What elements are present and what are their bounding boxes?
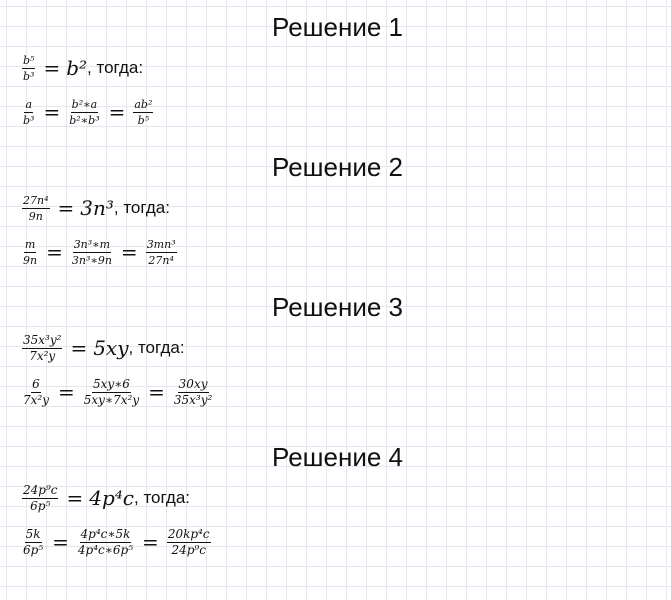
fraction-denominator: 7x²y: [29, 348, 56, 363]
fraction-denominator: b²∗b³: [69, 113, 100, 127]
equals-sign: =: [120, 240, 138, 264]
fraction-numerator: 3n³∗m: [73, 237, 111, 251]
fraction-numerator: b²∗a: [71, 97, 98, 111]
equals-sign: =: [70, 336, 88, 360]
fraction-denominator: 9n: [23, 253, 38, 267]
fraction-denominator: 3n³∗9n: [71, 253, 112, 267]
equals-sign: =: [142, 530, 159, 554]
fraction-numerator: 4p⁴c∗5k: [80, 526, 131, 541]
fraction-denominator: 6p⁵: [30, 498, 51, 513]
fraction-numerator: 30xy: [178, 376, 208, 391]
result-expression: 3n³: [80, 196, 114, 220]
equals-sign: =: [148, 380, 165, 404]
fraction: [83, 378, 140, 407]
fraction-numerator: a: [25, 97, 32, 111]
fraction: [22, 54, 35, 83]
fraction-denominator: 5xy∗7x²y: [83, 392, 140, 407]
fraction-denominator: b³: [23, 69, 35, 83]
solution-heading: Решение 2: [272, 152, 404, 182]
fraction-denominator: b³: [23, 113, 35, 127]
solution-1: [0, 0, 671, 140]
solution-3: [0, 280, 671, 420]
equals-sign: =: [58, 380, 75, 404]
fraction: [22, 484, 58, 513]
fraction: [68, 98, 100, 127]
equation-line-2: [20, 372, 215, 412]
fraction: [167, 528, 211, 557]
equals-sign: =: [43, 56, 61, 80]
solution-heading: Решение 1: [272, 12, 404, 42]
fraction-denominator: 27n⁴: [148, 253, 174, 267]
fraction: [22, 334, 62, 363]
equals-sign: =: [66, 486, 84, 510]
tail-text: , тогда:: [113, 198, 170, 217]
fraction-numerator: 24p⁹c: [23, 482, 58, 497]
fraction-numerator: 3mn³: [146, 237, 176, 251]
equation-line-1: [20, 48, 143, 88]
fraction-denominator: 24p⁹c: [171, 542, 206, 557]
solution-heading: Решение 3: [272, 292, 404, 322]
fraction: [22, 98, 35, 127]
fraction-denominator: 35x³y²: [173, 392, 213, 407]
fraction-numerator: m: [24, 237, 36, 251]
equation-line-1: [20, 478, 190, 518]
fraction-denominator: 4p⁴c∗6p⁵: [77, 542, 134, 557]
fraction-numerator: 6: [32, 376, 40, 391]
solution-4: [0, 430, 671, 570]
fraction-numerator: 5k: [25, 526, 41, 541]
fraction: [22, 528, 44, 557]
fraction-numerator: ab²: [134, 97, 153, 111]
equation-line-1: [20, 188, 170, 228]
fraction-denominator: b⁵: [137, 113, 150, 127]
fraction-numerator: b⁵: [23, 53, 35, 67]
equals-sign: =: [43, 100, 61, 124]
fraction: [173, 378, 213, 407]
result-expression: 4p⁴c: [89, 486, 134, 510]
solution-2: [0, 140, 671, 280]
tail-text: , тогда:: [87, 58, 144, 77]
fraction-numerator: 20kp⁴c: [167, 526, 210, 541]
fraction-numerator: 27n⁴: [23, 193, 49, 207]
result-expression: 5xy: [93, 336, 129, 360]
fraction: [133, 98, 153, 127]
solution-heading: Решение 4: [272, 442, 404, 472]
equation-line-2: [20, 92, 155, 132]
fraction: [22, 194, 50, 223]
fraction: [22, 378, 50, 407]
equals-sign: =: [108, 100, 126, 124]
fraction: [71, 238, 113, 267]
fraction-denominator: 7x²y: [23, 392, 49, 407]
equals-sign: =: [52, 530, 69, 554]
fraction: [77, 528, 134, 557]
fraction-denominator: 6p⁵: [23, 542, 44, 557]
tail-text: , тогда:: [128, 338, 185, 357]
fraction-numerator: 35x³y²: [23, 332, 62, 347]
result-expression: b²: [66, 56, 88, 80]
fraction: [22, 238, 38, 267]
fraction-denominator: 9n: [28, 209, 43, 223]
equals-sign: =: [46, 240, 63, 264]
equation-line-2: [20, 522, 213, 562]
equals-sign: =: [57, 196, 75, 220]
fraction: [146, 238, 177, 267]
equation-line-1: [20, 328, 185, 368]
tail-text: , тогда:: [134, 488, 191, 507]
equation-line-2: [20, 232, 179, 272]
fraction-numerator: 5xy∗6: [92, 376, 130, 391]
